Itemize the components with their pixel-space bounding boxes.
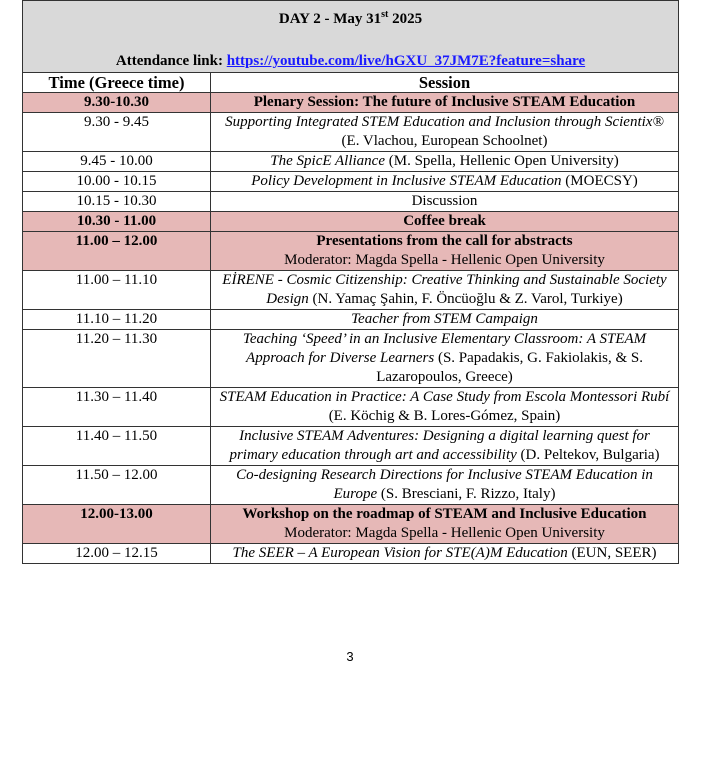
session-title-italic: The SEER – A European Vision for STE(A)M Education	[232, 545, 568, 561]
attendance-link[interactable]: https://youtube.com/live/hGXU_37JM7E?feature=share	[226, 53, 586, 69]
schedule-row	[23, 544, 679, 564]
session-cell	[211, 466, 679, 505]
session-authors: (MOECSY)	[561, 173, 638, 189]
session-title: Discussion	[411, 193, 478, 209]
schedule-row	[23, 192, 679, 212]
time-cell: 11.00 – 12.00	[23, 232, 211, 271]
session-cell	[211, 310, 679, 330]
schedule-row	[23, 232, 679, 271]
session-authors: (M. Spella, Hellenic Open University)	[385, 153, 619, 169]
time-cell: 11.40 – 11.50	[23, 427, 211, 466]
time-cell: 11.10 – 11.20	[23, 310, 211, 330]
session-title: Presentations from the call for abstracts	[316, 233, 573, 249]
session-authors: (D. Peltekov, Bulgaria)	[516, 447, 660, 463]
session-title-italic: EİRENE - Cosmic Citizenship: Creative Thinking and Sustainable Society Design	[222, 272, 667, 307]
page-number: 3	[346, 649, 354, 664]
session-title-italic: STEAM Education in Practice: A Case Study from Escola Montessori Rubí	[219, 389, 670, 405]
session-moderator: Moderator: Magda Spella - Hellenic Open University	[284, 525, 605, 541]
session-title-italic: Teaching ‘Speed’ in an Inclusive Elementary Classroom: A STEAM Approach for Diverse Learners	[242, 331, 647, 366]
day-header-row	[23, 1, 679, 73]
session-cell	[211, 544, 679, 564]
session-authors: (S. Bresciani, F. Rizzo, Italy)	[377, 486, 556, 502]
session-title: Plenary Session: The future of Inclusive STEAM Education	[253, 94, 636, 110]
session-cell	[211, 152, 679, 172]
time-column-header: Time (Greece time)	[23, 73, 211, 93]
day-title-text: DAY 2 - May 31	[278, 11, 382, 27]
session-authors: (N. Yamaç Şahin, F. Öncüoğlu & Z. Varol, Turkiye)	[308, 291, 623, 307]
schedule-row	[23, 93, 679, 113]
session-moderator: Moderator: Magda Spella - Hellenic Open University	[284, 252, 605, 268]
session-title-italic: Policy Development in Inclusive STEAM Education	[251, 173, 562, 189]
session-cell	[211, 93, 679, 113]
session-cell	[211, 388, 679, 427]
time-cell: 10.15 - 10.30	[23, 192, 211, 212]
session-authors: (S. Papadakis, G. Fakiolakis, & S. Lazaropoulos, Greece)	[376, 350, 643, 385]
schedule-row	[23, 388, 679, 427]
schedule-row	[23, 271, 679, 310]
session-title-italic: Supporting Integrated STEM Education and Inclusion through Scientix®	[225, 114, 664, 130]
schedule-row	[23, 310, 679, 330]
time-cell: 10.00 - 10.15	[23, 172, 211, 192]
time-cell: 9.30 - 9.45	[23, 113, 211, 152]
session-cell	[211, 427, 679, 466]
session-title-italic: Co-designing Research Directions for Inclusive STEAM Education in Europe	[236, 467, 653, 502]
schedule-row	[23, 330, 679, 388]
session-cell	[211, 212, 679, 232]
session-authors: (EUN, SEER)	[567, 545, 657, 561]
session-title: Workshop on the roadmap of STEAM and Inclusive Education	[242, 506, 647, 522]
schedule-table	[22, 0, 679, 564]
time-cell: 9.30-10.30	[23, 93, 211, 113]
time-cell: 12.00 – 12.15	[23, 544, 211, 564]
session-title: Coffee break	[403, 213, 486, 229]
schedule-row	[23, 212, 679, 232]
session-cell	[211, 113, 679, 152]
time-cell: 10.30 - 11.00	[23, 212, 211, 232]
schedule-row	[23, 113, 679, 152]
session-cell	[211, 172, 679, 192]
time-cell: 11.00 – 11.10	[23, 271, 211, 310]
time-cell: 11.20 – 11.30	[23, 330, 211, 388]
day-title-year: 2025	[388, 11, 423, 27]
session-cell	[211, 505, 679, 544]
schedule-row	[23, 152, 679, 172]
session-authors: (E. Vlachou, European Schoolnet)	[341, 133, 548, 149]
session-cell	[211, 192, 679, 212]
column-header-row	[23, 73, 679, 93]
schedule-row	[23, 427, 679, 466]
day-title-sup: st	[381, 9, 389, 20]
time-cell: 11.30 – 11.40	[23, 388, 211, 427]
session-title-italic: The SpicE Alliance	[270, 153, 385, 169]
time-cell: 11.50 – 12.00	[23, 466, 211, 505]
session-cell	[211, 232, 679, 271]
session-title-italic: Teacher from STEM Campaign	[351, 311, 538, 327]
session-cell	[211, 271, 679, 310]
schedule-row	[23, 466, 679, 505]
attendance-line	[27, 51, 674, 71]
schedule-row	[23, 172, 679, 192]
session-title-italic: Inclusive STEAM Adventures: Designing a digital learning quest for primary education through art and accessibility	[229, 428, 650, 463]
day-title	[27, 5, 674, 29]
session-cell	[211, 330, 679, 388]
time-cell: 9.45 - 10.00	[23, 152, 211, 172]
attendance-label: Attendance link:	[115, 53, 223, 69]
day-header	[23, 1, 679, 73]
time-cell: 12.00-13.00	[23, 505, 211, 544]
schedule-rows	[23, 93, 679, 564]
session-column-header: Session	[211, 73, 679, 93]
session-authors: (E. Köchig & B. Lores-Gómez, Spain)	[328, 408, 561, 424]
schedule-row	[23, 505, 679, 544]
